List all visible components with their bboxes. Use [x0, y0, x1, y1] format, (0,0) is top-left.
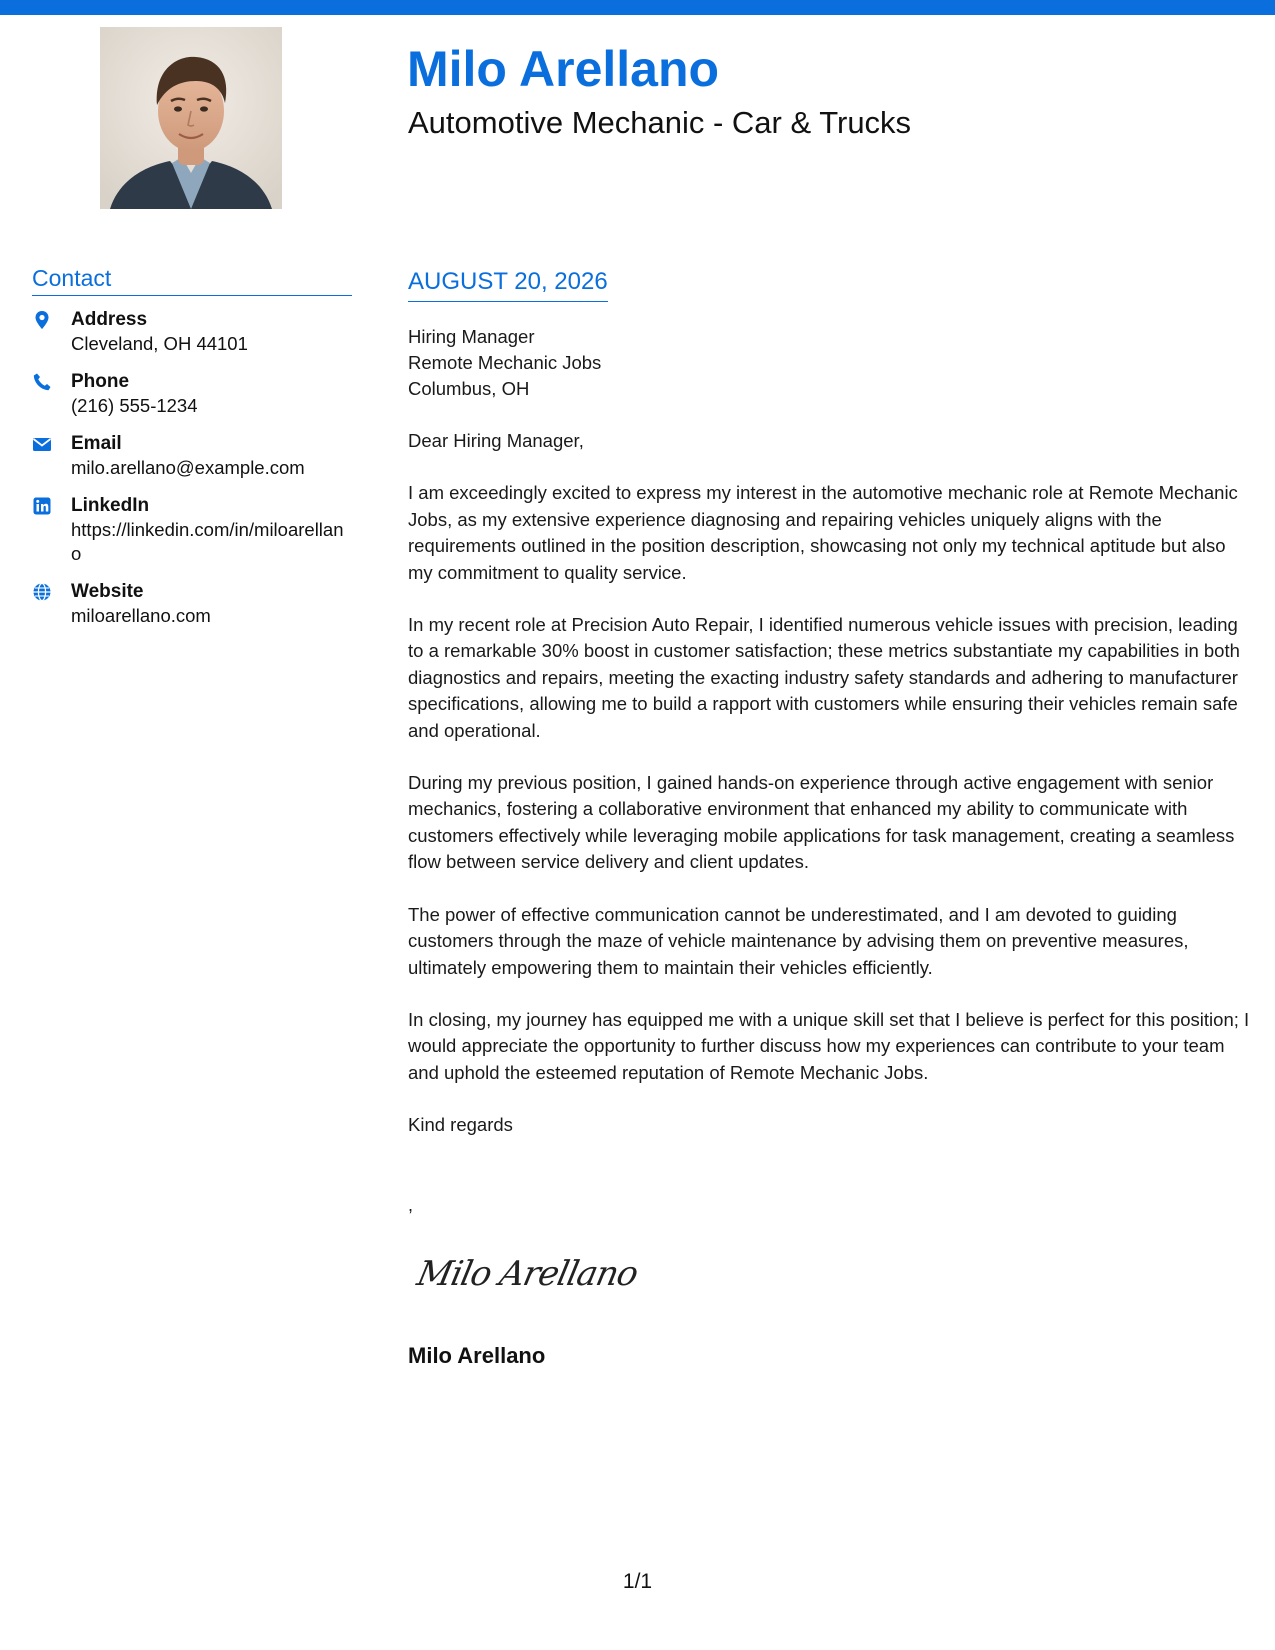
svg-text:Milo Arellano: Milo Arellano [413, 1254, 643, 1294]
body-paragraph: The power of effective communication cannot be underestimated, and I am devoted to guiding customers through the maze of vehicle maintenance by advising them on preventive measures, ultimately empowering them to maintain their vehicles efficiently. [408, 903, 1189, 978]
envelope-icon [32, 434, 52, 454]
linkedin-value[interactable]: https://linkedin.com/in/miloarellano [71, 519, 344, 564]
recipient-line: Remote Mechanic Jobs [408, 352, 602, 373]
globe-icon [32, 582, 52, 602]
contact-item-phone [32, 370, 352, 418]
contact-label: Website [71, 581, 144, 602]
top-accent-bar [0, 0, 1275, 15]
job-title: Automotive Mechanic - Car & Trucks [408, 105, 912, 140]
contact-label: Email [71, 433, 122, 454]
contact-item-address [32, 308, 352, 356]
body-paragraph: I am exceedingly excited to express my interest in the automotive mechanic role at Remote Mechanic Jobs, as my extensive experience diagnosing and repairing vehicles uniquely aligns with the requirements outlined in the position description, showcasing not only my technical aptitude but also my commitment to quality service. [408, 482, 1238, 583]
closing-comma: , [408, 1195, 414, 1215]
contact-sidebar [32, 265, 352, 642]
page-number: 1/1 [622, 1570, 653, 1593]
website-value[interactable]: miloarellano.com [71, 605, 211, 626]
signed-name: Milo Arellano [408, 1343, 546, 1368]
closing: Kind regards [408, 1114, 513, 1136]
contact-item-linkedin [32, 494, 352, 566]
salutation: Dear Hiring Manager, [408, 430, 584, 451]
contact-label: LinkedIn [71, 495, 150, 516]
letter-date: AUGUST 20, 2026 [408, 268, 608, 302]
recipient-block [408, 324, 1253, 402]
contact-heading: Contact [32, 265, 352, 296]
contact-item-email [32, 432, 352, 480]
map-pin-icon [32, 310, 52, 330]
phone-value: (216) 555-1234 [71, 395, 198, 416]
signature-image [413, 1245, 660, 1305]
email-value[interactable]: milo.arellano@example.com [71, 457, 305, 478]
candidate-name: Milo Arellano [407, 41, 720, 97]
recipient-line: Hiring Manager [408, 326, 535, 347]
letter-body [408, 268, 1253, 1165]
recipient-line: Columbus, OH [408, 378, 530, 399]
address-value: Cleveland, OH 44101 [71, 333, 248, 354]
body-paragraph: In my recent role at Precision Auto Repair, I identified numerous vehicle issues with precision, leading to a remarkable 30% boost in customer satisfaction; these metrics substantiate my capabilities in both diagnostics and repairs, meeting the exacting industry safety standards and adhering to manufacturer specifications, allowing me to build a rapport with customers while ensuring their vehicles remain safe and operational. [408, 614, 1240, 741]
avatar [100, 27, 282, 209]
contact-item-website [32, 580, 352, 628]
body-paragraph: In closing, my journey has equipped me with a unique skill set that I believe is perfect for this position; I would appreciate the opportunity to further discuss how my experiences can contribute to your team and uphold the esteemed reputation of Remote Mechanic Jobs. [408, 1008, 1250, 1083]
phone-icon [32, 372, 52, 392]
linkedin-icon [32, 496, 52, 516]
contact-label: Phone [71, 371, 130, 392]
body-paragraph: During my previous position, I gained hands-on experience through active engagement with senior mechanics, fostering a collaborative environment that enhanced my ability to communicate with customers effectively while leveraging mobile applications for task management, creating a seamless flow between service delivery and client updates. [408, 772, 1235, 873]
contact-label: Address [71, 309, 148, 330]
